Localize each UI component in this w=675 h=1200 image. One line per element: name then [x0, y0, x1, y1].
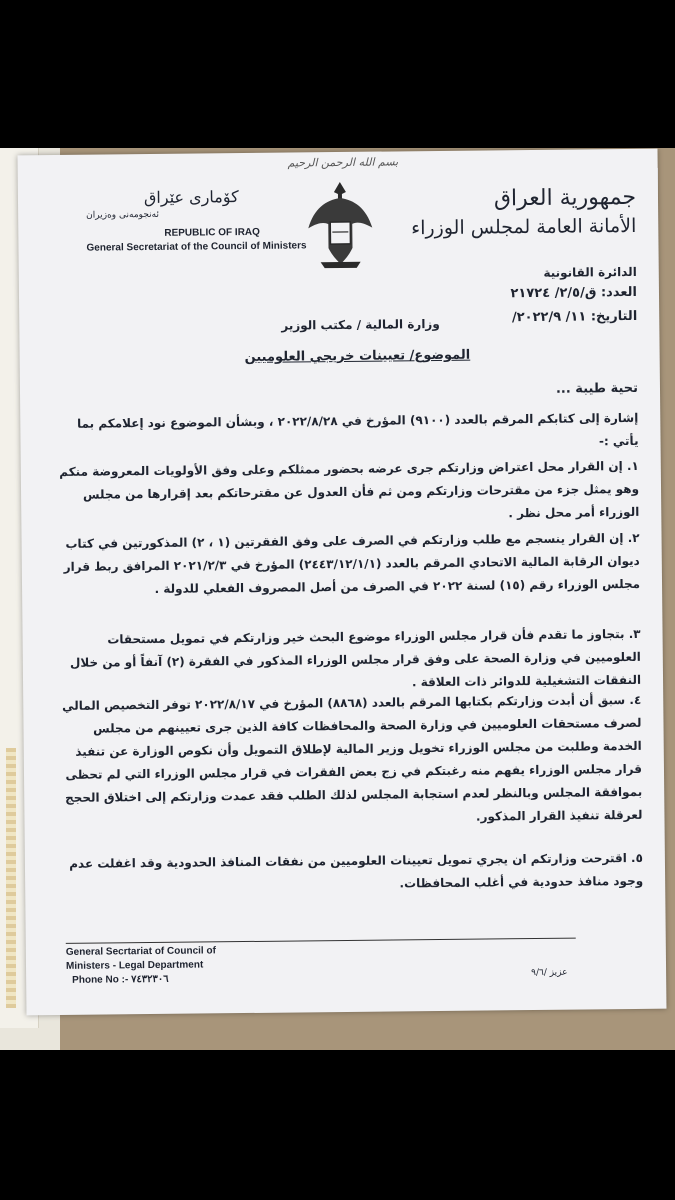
recipient-line: وزارة المالية / مكتب الوزير [281, 316, 440, 333]
decorative-gold-edge [6, 748, 16, 1008]
header-kurdish-secretariat: ئه‌نجومه‌نی وه‌زیران [86, 209, 159, 221]
letter-date: التاريخ: ١١/ ٢٠٢٢/٩/ [511, 308, 638, 326]
footer-phone: Phone No :- ٧٤٣٢٣٠٦ [72, 973, 169, 986]
paragraph-3: ٣. بتجاوز ما تقدم فأن قرار مجلس الوزراء موضوع البحث خير وزارتكم في تمويل مستحقات العلوميين في وزارة الصحة على وفق قرار مجلس الوزراء المذكور في الفقرة (٢) آنفاً أو من خلال النفقات التشغيلية للدوائر ذات العلاقة . [69, 626, 642, 690]
footer-line-1: General Secrtariat of Council of [65, 945, 216, 958]
department-label: الدائرة القانونية [543, 264, 637, 280]
header-arabic-republic: جمهورية العراق [493, 184, 637, 212]
paragraph-4: ٤. سبق أن أبدت وزارتكم بكتابها المرقم بالعدد (٨٨٦٨) المؤرخ في ٢٠٢٢/٨/١٧ توفر التخصيص المالي لصرف مستحقات العلوميين في وزارة الصحة والمحافظات كافة الذين جرى تعيينهم من مجلس الخدمة وطلبت من مجلس الوزراء تخويل وزير المالية لإطلاق التمويل وأن نكوص الوزارة عن تنفيذ قرار مجلس الوزراء يفهم منه رغبتكم في زج بعض الفقرات في قرار مجلس الوزراء التي لم تحظى بموافقة المجلس وبالنظر لعدم استجابة المجلس لذلك الطلب فقد عمدت وزارتكم إلى اختلاق الحجج لعرقلة تنفيذ القرار المذكور. [61, 692, 643, 824]
greeting-line: تحية طيبة ... [555, 380, 639, 397]
basmala-text: بسم الله الرحمن الرحيم [287, 155, 399, 170]
document-photo [0, 148, 675, 1050]
eagle-emblem-icon [306, 178, 375, 271]
header-english-republic: REPUBLIC OF IRAQ [164, 226, 260, 239]
footer-typist-date: عزيز /٩/٦ [531, 967, 568, 979]
letter-sheet [18, 149, 667, 1016]
paragraph-5: ٥. اقترحت وزارتكم ان يجري تمويل تعيينات العلوميين من نفقات المنافذ الحدودية وقد اغفلت عدم وجود منافذ حدودية في أغلب المحافظات. [69, 850, 644, 891]
reference-number: العدد: ق/٢/٥/ ٢١٧٢٤ [510, 284, 638, 302]
header-english-secretariat: General Secretariat of the Council of Ministers [86, 240, 307, 254]
paragraph-1: ١. إن القرار محل اعتراض وزارتكم جرى عرضه بحضور ممثلكم وعلى وفق الأولويات المعروضة منكم وهو يمثل جزء من مقترحات وزارتكم ومن ثم فأن العدول عن مقترحاتكم بعد إقرارها من مجلس الوزراء أمر محل نظر . [59, 458, 640, 521]
header-arabic-secretariat: الأمانة العامة لمجلس الوزراء [411, 214, 637, 240]
header-kurdish-republic: كۆماری عێراق [143, 187, 239, 208]
footer-line-2: Ministers - Legal Department [65, 959, 204, 972]
footer-divider [66, 938, 576, 944]
paragraph-2: ٢. إن القرار ينسجم مع طلب وزارتكم في الصرف على وفق الفقرتين (١ ، ٢) المذكورتين في كتاب ديوان الرقابة المالية الاتحادي المرقم بالعدد (٢٤٤٣/١٢/١/١) المؤرخ في ٢٠٢١/٢/٣ المرافق ربط قرار مجلس الوزراء رقم (١٥) لسنة ٢٠٢٢ في الصرف من أصل المصروف الفعلي للدولة . [63, 530, 641, 596]
intro-paragraph: إشارة إلى كتابكم المرقم بالعدد (٩١٠٠) المؤرخ في ٢٠٢٢/٨/٢٨ ، وبشأن الموضوع نود إعلامكم بما يأتي :- [76, 410, 639, 449]
subject-line: الموضوع/ تعيينات خريجي العلوميين [244, 347, 471, 366]
